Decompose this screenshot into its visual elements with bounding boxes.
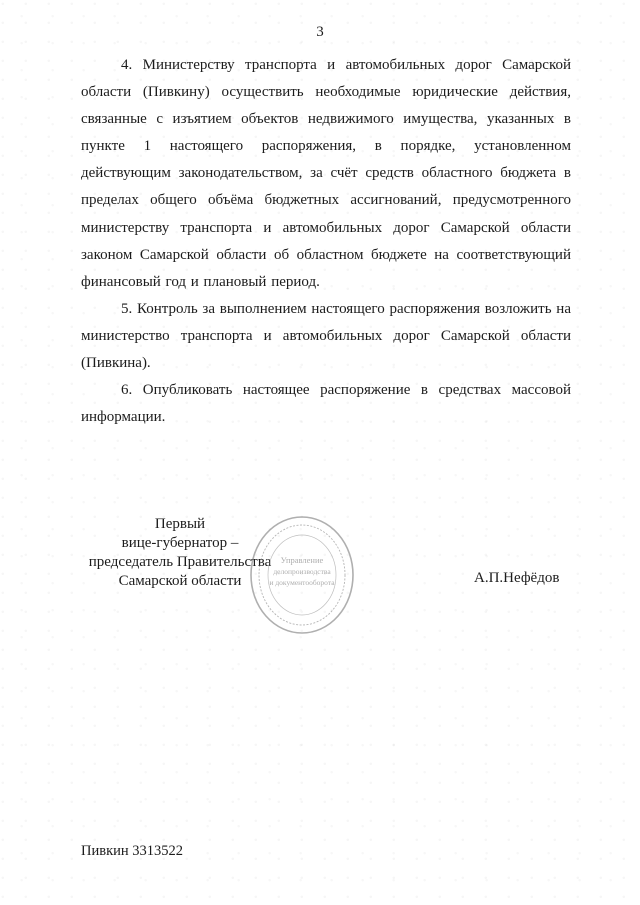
signatory-title-line: председатель Правительства <box>88 554 272 570</box>
paragraph-4: 4. Министерству транспорта и автомобильных дорог Самарской области (Пивкину) осуществить необходимые юридические действия, связанные с изъятием объектов недвижимого имущества, указанных в пункте 1 настоящего распоряжения, в порядке, установленном действующим законодательством, за счёт средств областного бюджета в пределах общего объёма бюджетных ассигнований, предусмотренного министерству транспорта и автомобильных дорог Самарской области законом Самарской области об областном бюджете на соответствующий финансовый год и плановый период. <box>81 57 571 290</box>
stamp-text-line: делопроизводства <box>273 567 331 576</box>
document-body <box>81 52 571 431</box>
stamp-text-line: Управление <box>280 555 324 565</box>
signatory-title-line: Самарской области <box>118 573 242 589</box>
signatory-title-line: вице-губернатор – <box>121 535 239 551</box>
executor-note: Пивкин 3313522 <box>81 843 184 859</box>
official-stamp-icon <box>247 511 357 639</box>
page-number: 3 <box>316 24 324 40</box>
signatory-title-line: Первый <box>154 516 206 532</box>
signer-name: А.П.Нефёдов <box>474 570 560 586</box>
stamp-text-line: и документооборота <box>269 578 335 587</box>
paragraph-5: 5. Контроль за выполнением настоящего распоряжения возложить на министерство транспорта и автомобильных дорог Самарской области (Пивкина). <box>81 300 571 372</box>
paragraph-6: 6. Опубликовать настоящее распоряжение в средствах массовой информации. <box>81 382 571 426</box>
